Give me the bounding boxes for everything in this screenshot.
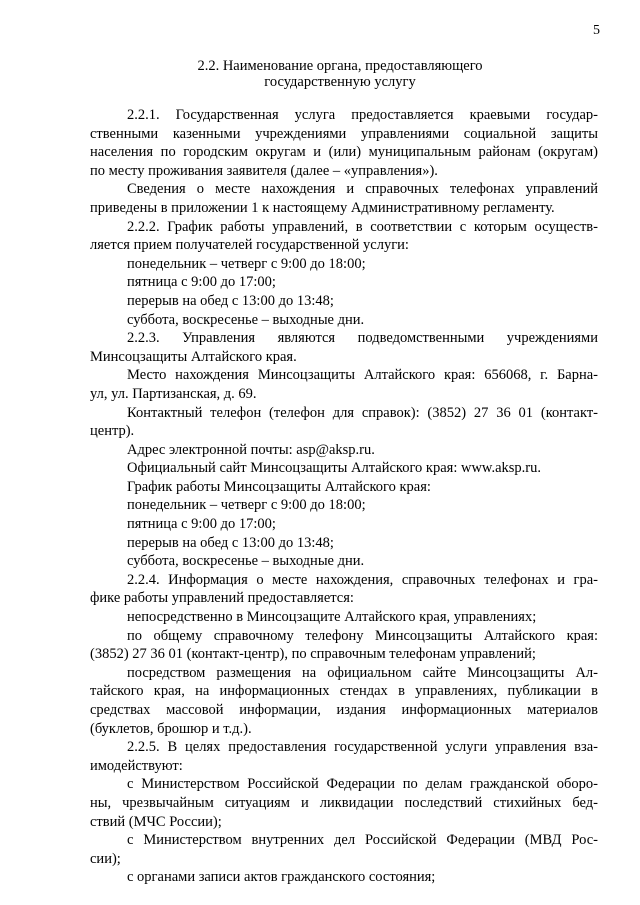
paragraph-sched2-a (90, 496, 598, 515)
text-line: ляется прием получателей государственной услуги: (90, 237, 409, 254)
text-line: по месту проживания заявителя (далее – «управления»). (90, 162, 438, 179)
document-body (90, 106, 598, 887)
text-line: Место нахождения Минсоцзащиты Алтайского края: 656068, г. Барна- (127, 367, 598, 384)
text-line: ны, чрезвычайным ситуациям и ликвидации последствий стихийных бед- (90, 794, 598, 811)
paragraph-sched1-b (90, 273, 598, 292)
text-line: перерыв на обед с 13:00 до 13:48; (127, 534, 334, 551)
text-line: непосредственно в Минсоцзащите Алтайского края, управлениях; (127, 609, 537, 626)
paragraph-p-info (90, 180, 598, 217)
paragraph-p-directly (90, 608, 598, 627)
text-line: перерыв на обед с 13:00 до 13:48; (127, 292, 334, 309)
paragraph-sched2-d (90, 552, 598, 571)
paragraph-p-mvd (90, 831, 598, 868)
text-line: понедельник – четверг с 9:00 до 18:00; (127, 497, 366, 514)
text-line: 2.2.3. Управления являются подведомственными учреждениями (127, 330, 598, 347)
paragraph-p-mchs (90, 775, 598, 831)
text-line: сии); (90, 850, 121, 867)
text-line: Сведения о месте нахождения и справочных телефонах управлений (127, 181, 598, 198)
text-line: Минсоцзащиты Алтайского края. (90, 348, 297, 365)
paragraph-sched2-b (90, 515, 598, 534)
paragraph-p-zags (90, 868, 598, 887)
text-line: тайского края, на информационных стендах в управлениях, публикации в (90, 683, 598, 700)
paragraph-p-schedule-title (90, 478, 598, 497)
text-line: посредством размещения на официальном сайте Минсоцзащиты Ал- (127, 664, 598, 681)
text-line: (3852) 27 36 01 (контакт-центр), по справочным телефонам управлений; (90, 646, 536, 663)
text-line: ул, ул. Партизанская, д. 69. (90, 385, 257, 402)
text-line: понедельник – четверг с 9:00 до 18:00; (127, 255, 366, 272)
text-line: средствах массовой информации, издания информационных материалов (90, 702, 598, 718)
paragraph-p-general-phone (90, 627, 598, 664)
text-line: приведены в приложении 1 к настоящему Административному регламенту. (90, 199, 555, 216)
text-line: центр). (90, 423, 135, 440)
paragraph-p-2-2-5 (90, 738, 598, 775)
paragraph-p-2-2-1 (90, 106, 598, 180)
paragraph-p-2-2-2 (90, 218, 598, 255)
paragraph-sched1-a (90, 255, 598, 274)
text-line: имодействуют: (90, 757, 183, 774)
text-line: пятница с 9:00 до 17:00; (127, 274, 276, 291)
text-line: с Министерством внутренних дел Российской Федерации (МВД Рос- (127, 832, 598, 849)
text-line: фике работы управлений предоставляется: (90, 590, 354, 607)
text-line: суббота, воскресенье – выходные дни. (127, 553, 365, 570)
paragraph-sched2-c (90, 534, 598, 553)
text-line: 2.2.1. Государственная услуга предоставляется краевыми государ- (127, 107, 598, 123)
paragraph-sched1-d (90, 311, 598, 330)
paragraph-p-site (90, 459, 598, 478)
text-line: по общему справочному телефону Минсоцзащиты Алтайского края: (127, 627, 598, 644)
text-line: пятница с 9:00 до 17:00; (127, 516, 276, 533)
paragraph-p-email (90, 441, 598, 460)
text-line: с Министерством Российской Федерации по делам гражданской оборо- (127, 776, 598, 793)
text-line: 2.2.5. В целях предоставления государственной услуги управления вза- (127, 739, 598, 756)
text-line: 2.2.2. График работы управлений, в соответствии с которым осуществ- (127, 218, 598, 235)
section-heading (90, 58, 590, 90)
paragraph-p-2-2-3 (90, 329, 598, 366)
text-line: населения по городским округам и (или) муниципальным районам (округам) (90, 144, 598, 161)
heading-line: 2.2. Наименование органа, предоставляющего (197, 58, 483, 74)
page-number: 5 (593, 23, 600, 38)
text-line: с органами записи актов гражданского состояния; (127, 869, 436, 886)
text-line: Адрес электронной почты: asp@aksp.ru. (127, 441, 375, 458)
text-line: ствий (МЧС России); (90, 813, 222, 830)
heading-line: государственную услугу (264, 74, 416, 90)
text-line: 2.2.4. Информация о месте нахождения, справочных телефонах и гра- (127, 571, 598, 588)
paragraph-p-phone (90, 404, 598, 441)
paragraph-p-location (90, 366, 598, 403)
paragraph-p-publication (90, 664, 598, 738)
text-line: (буклетов, брошюр и т.д.). (90, 720, 252, 737)
text-line: суббота, воскресенье – выходные дни. (127, 311, 365, 328)
text-line: ственными казенными учреждениями управлениями социальной защиты (90, 125, 598, 142)
text-line: Официальный сайт Минсоцзащиты Алтайского края: www.aksp.ru. (127, 460, 541, 477)
text-line: График работы Минсоцзащиты Алтайского края: (127, 478, 431, 495)
paragraph-p-2-2-4 (90, 571, 598, 608)
paragraph-sched1-c (90, 292, 598, 311)
text-line: Контактный телефон (телефон для справок): (3852) 27 36 01 (контакт- (127, 404, 598, 421)
